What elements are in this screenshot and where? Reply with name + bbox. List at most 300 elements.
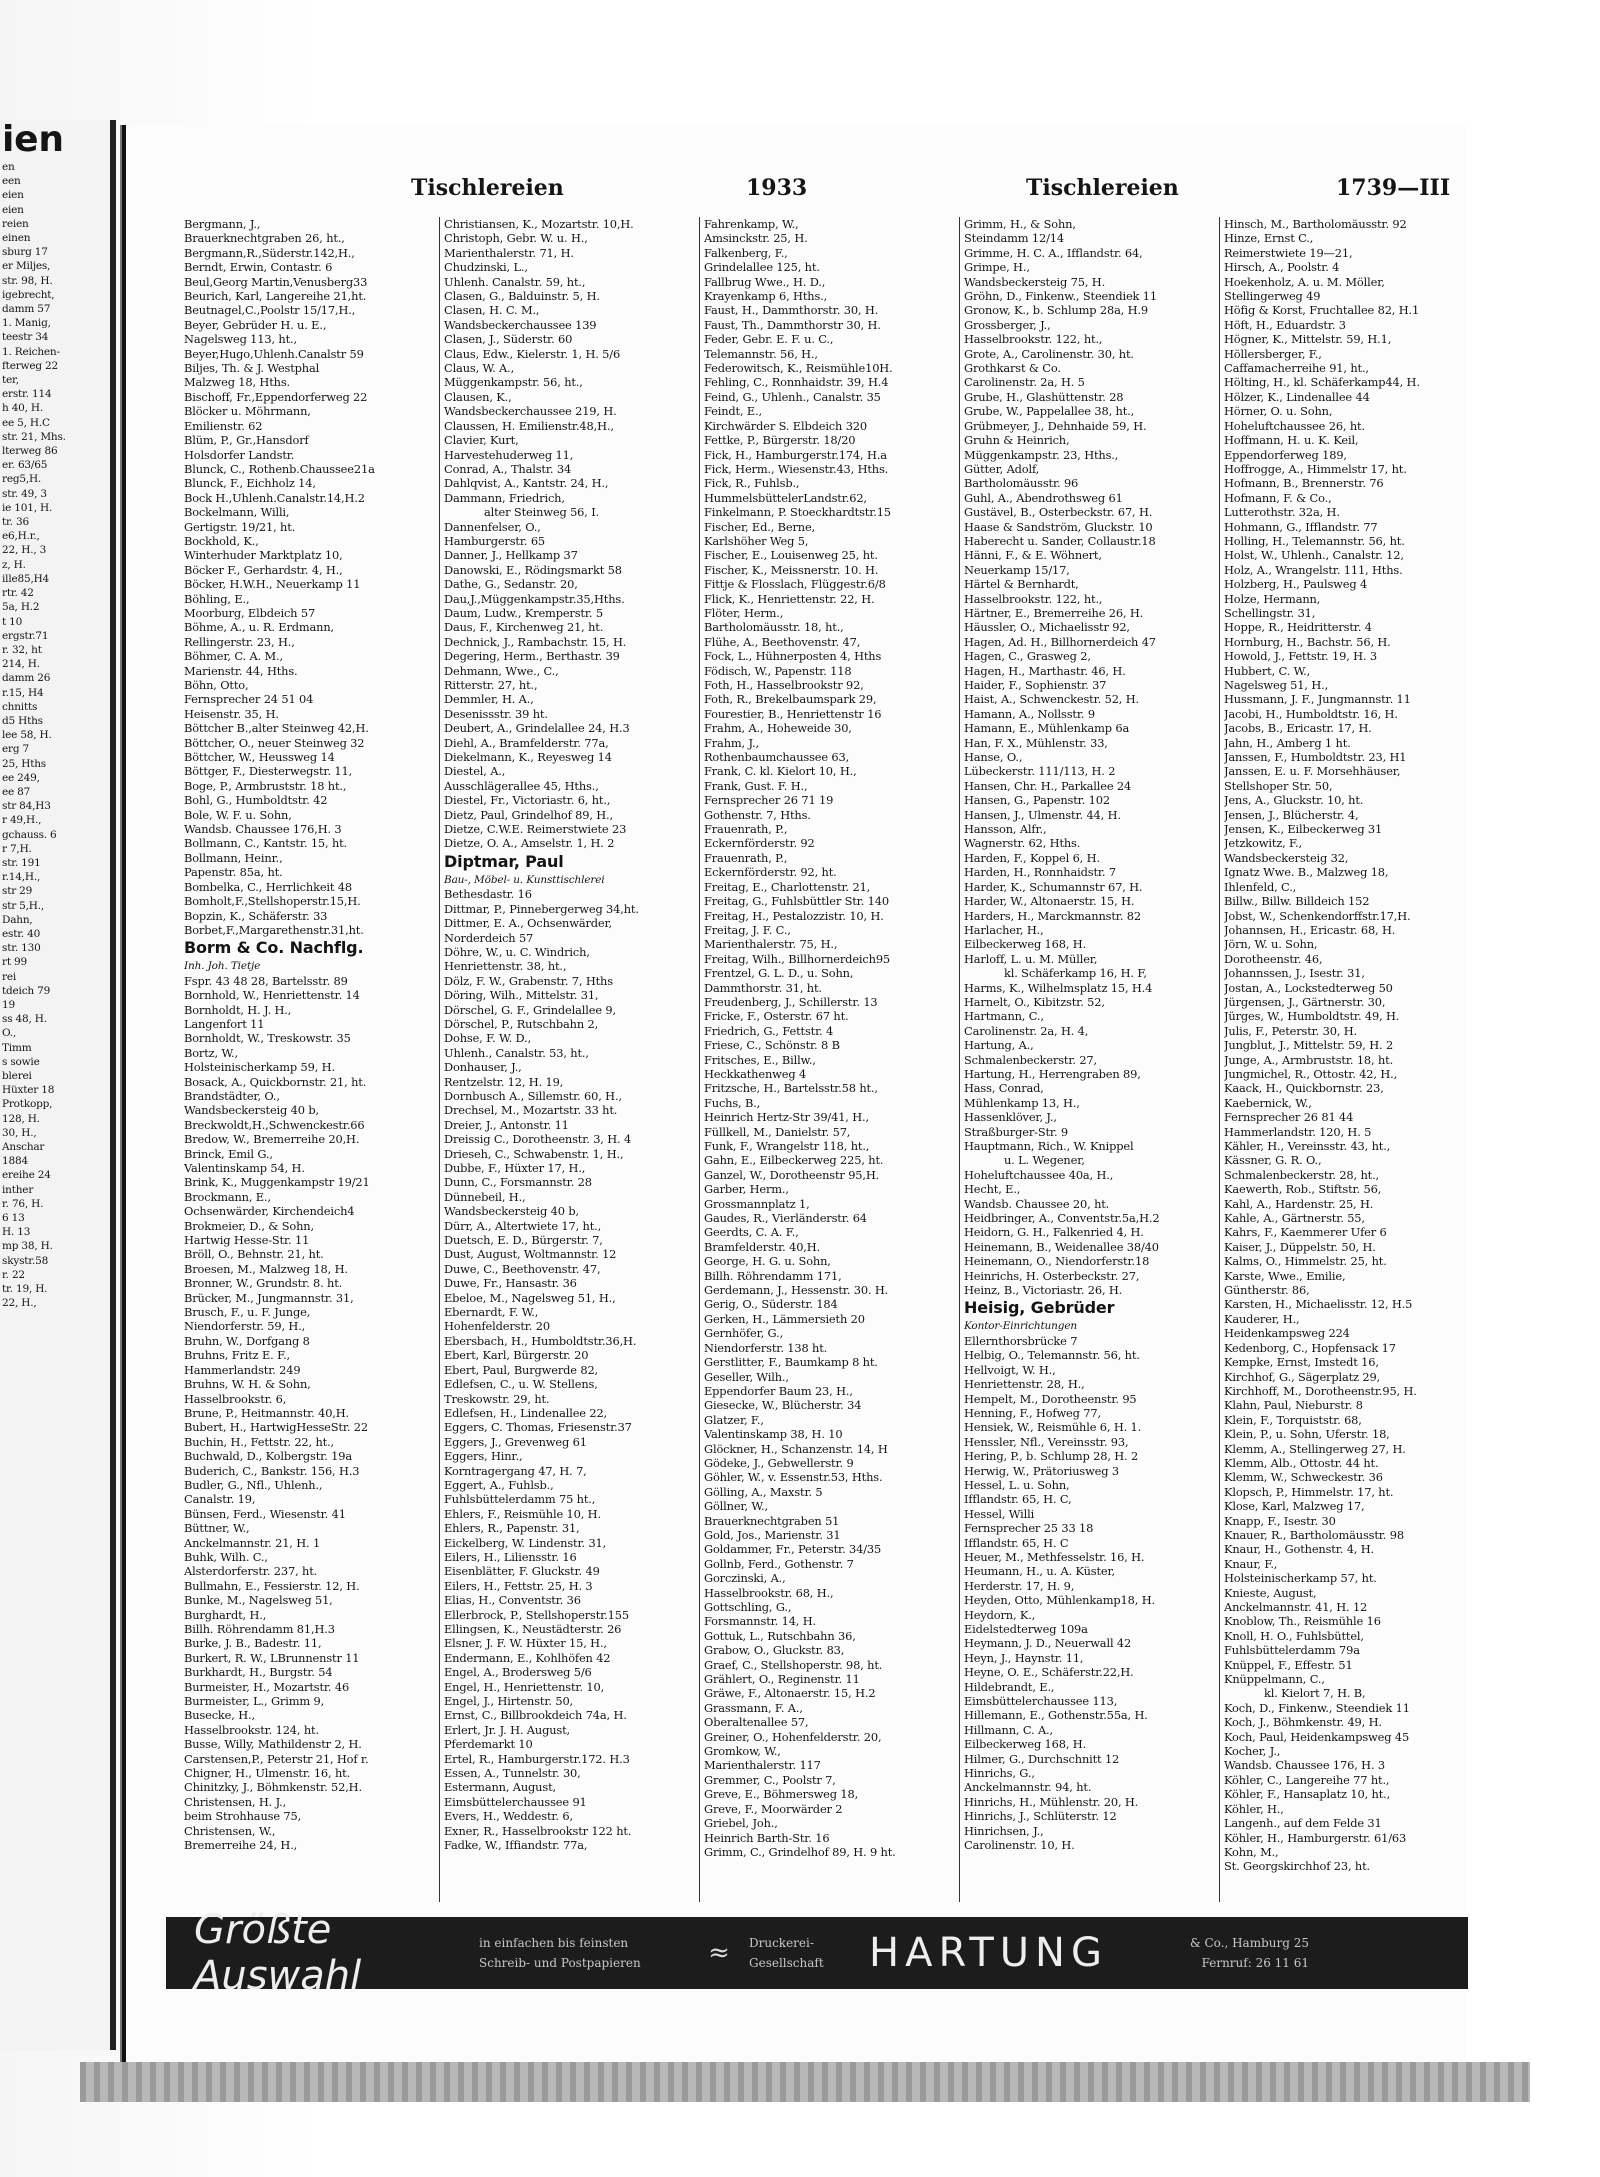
directory-entry: Högner, K., Mittelstr. 59, H.1, xyxy=(1224,332,1392,347)
directory-column xyxy=(700,217,960,1902)
directory-entry: Brink, K., Muggenkampstr 19/21 xyxy=(184,1175,370,1190)
directory-entry: Eggers, Hinr., xyxy=(444,1449,523,1464)
directory-entry: Jostan, A., Lockstedterweg 50 xyxy=(1224,980,1393,995)
directory-entry: Degering, Herm., Berthastr. 39 xyxy=(444,649,620,664)
ad-company-line: Druckerei- xyxy=(749,1936,814,1950)
directory-entry: Hammerlandstr. 249 xyxy=(184,1362,301,1377)
directory-entry: Berndt, Erwin, Contastr. 6 xyxy=(184,260,333,275)
left-fragment-line: sburg 17 xyxy=(2,246,48,259)
directory-entry: Johannsen, H., Ericastr. 68, H. xyxy=(1224,922,1396,937)
directory-entry: Diestel, Fr., Victoriastr. 6, ht., xyxy=(444,793,611,808)
directory-entry: Bergmann,R.,Süderstr.142,H., xyxy=(184,245,355,260)
left-fragment-line: str 29 xyxy=(2,885,33,898)
directory-entry: Bollmann, C., Kantstr. 15, ht. xyxy=(184,836,348,851)
left-fragment-line: ie 101, H. xyxy=(2,501,53,514)
directory-entry: Ausschlägerallee 45, Hths., xyxy=(444,778,599,793)
directory-entry: Kocher, J., xyxy=(1224,1744,1281,1759)
directory-entry: Feder, Gebr. E. F. u. C., xyxy=(704,332,834,347)
directory-entry: Billh. Röhrendamm 171, xyxy=(704,1268,842,1283)
left-fragment-line: skystr.58 xyxy=(2,1254,49,1267)
directory-entry: Hensiek, W., Reismühle 6, H. 1. xyxy=(964,1420,1142,1435)
directory-entry: Burghardt, H., xyxy=(184,1607,267,1622)
directory-entry: Geseller, Wilh., xyxy=(704,1369,789,1384)
directory-entry: Jungmichel, R., Ottostr. 42, H., xyxy=(1224,1066,1398,1081)
directory-entry: Jacobs, B., Ericastr. 17, H. xyxy=(1224,721,1372,736)
left-fragment-line: 1. Manig, xyxy=(2,317,51,330)
directory-entry: Freitag, J. F. C., xyxy=(704,922,791,937)
directory-entry: Bredow, W., Bremerreihe 20,H. xyxy=(184,1132,360,1147)
directory-entry: Bole, W. F. u. Sohn, xyxy=(184,807,292,822)
left-fragment-line: Anschar xyxy=(2,1141,45,1154)
directory-entry: Buchwald, D., Kolbergstr. 19a xyxy=(184,1449,352,1464)
directory-entry: Diekelmann, K., Reyesweg 14 xyxy=(444,750,612,765)
directory-entry: Fischer, Ed., Berne, xyxy=(704,519,816,534)
directory-entry: Wagnerstr. 62, Hths. xyxy=(964,836,1081,851)
directory-entry: Henriettenstr. 28, H., xyxy=(964,1377,1085,1392)
directory-entry: Hofmann, B., Brennerstr. 76 xyxy=(1224,476,1384,491)
directory-entry: Hansen, G., Papenstr. 102 xyxy=(964,793,1110,808)
directory-entry: Kalms, O., Himmelstr. 25, ht. xyxy=(1224,1254,1387,1269)
left-fragment-line: een xyxy=(2,175,21,188)
left-fragment-line: e6,H.r., xyxy=(2,530,40,543)
directory-entry: Hohmann, G., Ifflandstr. 77 xyxy=(1224,519,1378,534)
directory-column xyxy=(180,217,440,1902)
directory-entry: Eilers, H., Fettstr. 25, H. 3 xyxy=(444,1578,593,1593)
directory-entry: Fernsprecher 25 33 18 xyxy=(964,1521,1094,1536)
directory-entry: Freudenberg, J., Schillerstr. 13 xyxy=(704,994,878,1009)
directory-entry: Grabow, O., Gluckstr. 83, xyxy=(704,1643,845,1658)
directory-entry: Blunck, F., Eichholz 14, xyxy=(184,476,316,491)
directory-entry: Hamann, E., Mühlenkamp 6a xyxy=(964,721,1130,736)
directory-entry: Diptmar, Paul xyxy=(444,851,564,871)
left-fragment-line: lee 58, H. xyxy=(2,729,52,742)
directory-entry: Fallbrug Wwe., H. D., xyxy=(704,274,826,289)
left-fragment-line: ee 87 xyxy=(2,785,31,798)
directory-entry: HummelsbüttelerLandstr.62, xyxy=(704,490,867,505)
directory-entry: Caffamacherreihe 91, ht., xyxy=(1224,361,1369,376)
directory-entry: Heumann, H., u. A. Küster, xyxy=(964,1564,1116,1579)
directory-entry: Jensen, J., Blücherstr. 4, xyxy=(1224,807,1359,822)
directory-entry: Grimpe, H., xyxy=(964,260,1030,275)
left-fragment-line: tr. 19, H. xyxy=(2,1283,48,1296)
directory-entry: Donhauser, J., xyxy=(444,1060,522,1075)
directory-entry: Emilienstr. 62 xyxy=(184,418,263,433)
directory-entry: Koch, J., Böhmkenstr. 49, H. xyxy=(1224,1715,1382,1730)
directory-entry: Fahrenkamp, W., xyxy=(704,217,799,231)
directory-entry: Krayenkamp 6, Hths., xyxy=(704,289,828,304)
directory-entry: Carolinenstr. 10, H. xyxy=(964,1838,1075,1853)
directory-entry: Christoph, Gebr. W. u. H., xyxy=(444,231,588,246)
directory-entry: Fritsches, E., Billw., xyxy=(704,1052,816,1067)
directory-entry: Duwe, C., Beethovenstr. 47, xyxy=(444,1261,601,1276)
directory-entry: Gahn, E., Eilbeckerweg 225, ht. xyxy=(704,1153,884,1168)
directory-entry: Heyn, J., Haynstr. 11, xyxy=(964,1650,1084,1665)
directory-entry: Erlert, Jr. J. H. August, xyxy=(444,1722,570,1737)
directory-entry: Dreissig C., Dorotheenstr. 3, H. 4 xyxy=(444,1132,632,1147)
left-fragment-line: str. 130 xyxy=(2,942,41,955)
directory-entry: Fernsprecher 24 51 04 xyxy=(184,692,314,707)
directory-entry: Kahrs, F., Kaemmerer Ufer 6 xyxy=(1224,1225,1387,1240)
directory-entry: Friese, C., Schönstr. 8 B xyxy=(704,1038,840,1053)
directory-entry: Nagelsweg 113, ht., xyxy=(184,332,297,347)
directory-entry: Ebersbach, H., Humboldtstr.36,H. xyxy=(444,1333,637,1348)
directory-entry: Hoekenholz, A. u. M. Möller, xyxy=(1224,274,1385,289)
directory-entry: Grossmannplatz 1, xyxy=(704,1196,810,1211)
directory-entry: Eimsbüttelerchaussee 91 xyxy=(444,1794,587,1809)
directory-entry: Klopsch, P., Himmelstr. 17, ht. xyxy=(1224,1484,1394,1499)
directory-entry: Grählert, O., Reginenstr. 11 xyxy=(704,1672,860,1687)
directory-entry: Ifflandstr. 65, H. C xyxy=(964,1535,1069,1550)
directory-entry: Fettke, P., Bürgerstr. 18/20 xyxy=(704,433,856,448)
directory-entry: Busecke, H., xyxy=(184,1708,255,1723)
directory-entry: Böhmer, C. A. M., xyxy=(184,649,283,664)
directory-entry: Hasselbrookstr. 122, ht., xyxy=(964,332,1103,347)
directory-entry: Gräwe, F., Altonaerstr. 15, H.2 xyxy=(704,1686,876,1701)
directory-entry: Heisig, Gebrüder xyxy=(964,1298,1115,1318)
left-fragment-line: inther xyxy=(2,1183,34,1196)
directory-entry: Ertel, R., Hamburgerstr.172. H.3 xyxy=(444,1751,630,1766)
directory-entry: Stellshoper Str. 50, xyxy=(1224,778,1333,793)
directory-entry: Bockelmann, Willi, xyxy=(184,505,290,520)
directory-entry: Bortz, W., xyxy=(184,1045,238,1060)
directory-entry: Ebert, Karl, Bürgerstr. 20 xyxy=(444,1348,589,1363)
directory-entry: Glöckner, H., Schanzenstr. 14, H xyxy=(704,1441,888,1456)
directory-entry: Härtner, E., Bremerreihe 26, H. xyxy=(964,605,1144,620)
left-fragment-line: teestr 34 xyxy=(2,331,49,344)
directory-entry: Chigner, H., Ulmenstr. 16, ht. xyxy=(184,1766,351,1781)
directory-entry: Bornholdt, W., Treskowstr. 35 xyxy=(184,1031,351,1046)
directory-entry: Heyden, Otto, Mühlenkamp18, H. xyxy=(964,1593,1155,1608)
directory-entry: Klemm, Alb., Ottostr. 44 ht. xyxy=(1224,1455,1379,1470)
left-fragment-line: str. 49, 3 xyxy=(2,487,47,500)
directory-entry: beim Strohhause 75, xyxy=(184,1809,302,1824)
directory-entry: Fadke, W., Iffiandstr. 77a, xyxy=(444,1838,588,1853)
directory-entry: Eickelberg, W. Lindenstr. 31, xyxy=(444,1535,607,1550)
directory-entry: Diestel, A., xyxy=(444,764,506,779)
directory-entry: Köhler, C., Langereihe 77 ht., xyxy=(1224,1772,1390,1787)
directory-entry: Fick, H., Hamburgerstr.174, H.a xyxy=(704,447,887,462)
left-fragment-line: er. 63/65 xyxy=(2,459,48,472)
directory-entry: Höfig & Korst, Fruchtallee 82, H.1 xyxy=(1224,303,1420,318)
directory-entry: Hillemann, E., Gothenstr.55a, H. xyxy=(964,1708,1148,1723)
directory-entry: Fock, L., Hühnerposten 4, Hths xyxy=(704,649,882,664)
directory-column xyxy=(440,217,700,1902)
left-fragment-line: 19 xyxy=(2,998,15,1011)
directory-entry: Hagen, Ad. H., Billhornerdeich 47 xyxy=(964,634,1156,649)
directory-entry: Harder, K., Schumannstr 67, H. xyxy=(964,879,1143,894)
directory-entry: Biljes, Th. & J. Westphal xyxy=(184,361,320,376)
directory-entry: Eggers, C. Thomas, Friesenstr.37 xyxy=(444,1420,632,1435)
header-page-number: 1739—III xyxy=(1336,175,1451,201)
directory-entry: Gerken, H., Lämmersieth 20 xyxy=(704,1311,865,1326)
directory-entry: George, H. G. u. Sohn, xyxy=(704,1254,831,1269)
directory-entry: Brokmeier, D., & Sohn, xyxy=(184,1218,314,1233)
left-fragment-line: ter, xyxy=(2,374,19,387)
directory-entry: Ebeloe, M., Nagelsweg 51, H., xyxy=(444,1290,616,1305)
directory-entry: Dietz, Paul, Grindelhof 89, H., xyxy=(444,807,613,822)
directory-entry: Harden, F., Koppel 6, H. xyxy=(964,850,1100,865)
scan-bottom-strip xyxy=(80,2062,1530,2102)
left-fragment-line: rei xyxy=(2,970,16,983)
directory-entry: Billw., Billw. Billdeich 152 xyxy=(1224,894,1370,909)
directory-entry: Hessel, L. u. Sohn, xyxy=(964,1477,1070,1492)
directory-entry: Kähler, H., Vereinsstr. 43, ht., xyxy=(1224,1139,1391,1153)
directory-entry: Hoffmann, H. u. K. Keil, xyxy=(1224,433,1359,448)
directory-entry: Heidorn, G. H., Falkenried 4, H. xyxy=(964,1225,1144,1240)
directory-entry: Grimme, H. C. A., Ifflandstr. 64, xyxy=(964,245,1143,260)
directory-entry: Kaebernick, W., xyxy=(1224,1095,1312,1110)
directory-entry: Papenstr. 85a, ht. xyxy=(184,865,283,880)
directory-entry: Feind, G., Uhlenh., Canalstr. 35 xyxy=(704,389,881,404)
directory-entry: Rellingerstr. 23, H., xyxy=(184,634,295,649)
directory-entry: Evers, H., Weddestr. 6, xyxy=(444,1809,573,1824)
directory-entry: Hornburg, H., Bachstr. 56, H. xyxy=(1224,634,1391,649)
left-fragment-line: str 5,H., xyxy=(2,899,45,912)
directory-entry: Grimm, H., & Sohn, xyxy=(964,217,1076,231)
directory-entry: Bergmann, J., xyxy=(184,217,261,231)
directory-entry: Duwe, Fr., Hansastr. 36 xyxy=(444,1276,577,1291)
directory-entry: Giesecke, W., Blücherstr. 34 xyxy=(704,1398,862,1413)
directory-entry: Pferdemarkt 10 xyxy=(444,1737,533,1752)
directory-entry: Forsmannstr. 14, H. xyxy=(704,1614,816,1629)
directory-entry: Dörschel, P., Rutschbahn 2, xyxy=(444,1016,599,1031)
directory-entry: Gertigstr. 19/21, ht. xyxy=(184,519,296,534)
left-fragment-line: rtr. 42 xyxy=(2,587,34,600)
directory-entry: Döhre, W., u. C. Windrich, xyxy=(444,944,590,959)
page-header xyxy=(126,175,1466,205)
directory-entry: Heymann, J. D., Neuerwall 42 xyxy=(964,1636,1132,1651)
directory-entry: Hinze, Ernst C., xyxy=(1224,231,1314,246)
left-page-fragments xyxy=(0,120,110,1310)
left-fragment-line: ss 48, H. xyxy=(2,1013,47,1026)
directory-entry: Bombelka, C., Herrlichkeit 48 xyxy=(184,879,353,894)
directory-entry: Hessel, Willi xyxy=(964,1506,1035,1521)
directory-entry: Moorburg, Elbdeich 57 xyxy=(184,605,316,620)
directory-entry: Desenissstr. 39 ht. xyxy=(444,706,548,721)
directory-entry: Hering, P., b. Schlump 28, H. 2 xyxy=(964,1449,1139,1464)
directory-entry: Wandsb. Chaussee 20, ht. xyxy=(964,1196,1110,1211)
directory-entry: Rentzelstr. 12, H. 19, xyxy=(444,1074,564,1089)
directory-entry: Anckelmannstr. 41, H. 12 xyxy=(1224,1600,1368,1614)
directory-entry: Fernsprecher 26 71 19 xyxy=(704,793,834,808)
directory-entry: Foth, H., Hasselbrookstr 92, xyxy=(704,678,864,692)
directory-entry: Hölting, H., kl. Schäferkamp44, H. xyxy=(1224,375,1420,390)
directory-entry: Freitag, E., Charlottenstr. 21, xyxy=(704,879,871,894)
directory-entry: Lübeckerstr. 111/113, H. 2 xyxy=(964,764,1116,779)
directory-entry: Fuchs, B., xyxy=(704,1095,761,1110)
directory-entry: Janssen, E. u. F. Morsehhäuser, xyxy=(1224,764,1401,779)
directory-entry: Müggenkampstr. 56, ht., xyxy=(444,375,583,390)
directory-entry: Dechnick, J., Rambachstr. 15, H. xyxy=(444,634,627,649)
directory-page xyxy=(122,125,1466,2085)
directory-entry: Klose, Karl, Malzweg 17, xyxy=(1224,1499,1365,1514)
directory-entry: Eppendorferweg 189, xyxy=(1224,447,1347,462)
directory-entry: Grimm, C., Grindelhof 89, H. 9 ht. xyxy=(704,1844,896,1859)
directory-entry: Frank, C. kl. Kielort 10, H., xyxy=(704,764,857,779)
directory-entry: Hoffrogge, A., Himmelstr 17, ht. xyxy=(1224,461,1407,476)
directory-entry: Dittmar, P., Pinnebergerweg 34,ht. xyxy=(444,901,639,916)
directory-entry: Dürr, A., Altertwiete 17, ht., xyxy=(444,1218,602,1233)
directory-entry: Ritterstr. 27, ht., xyxy=(444,678,538,692)
directory-entry: Fehling, C., Ronnhaidstr. 39, H.4 xyxy=(704,375,889,390)
left-fragment-line: r 7,H. xyxy=(2,842,32,855)
directory-entry: Brandstädter, O., xyxy=(184,1088,280,1103)
directory-entry: Knoblow, Th., Reismühle 16 xyxy=(1224,1614,1381,1629)
ad-company-line: Gesellschaft xyxy=(749,1956,824,1970)
directory-entry: Hilmer, G., Durchschnitt 12 xyxy=(964,1751,1120,1766)
directory-entry: Frentzel, G. L. D., u. Sohn, xyxy=(704,966,854,981)
directory-entry: Wandsbeckerchaussee 219, H. xyxy=(444,404,617,419)
directory-entry: Böhme, A., u. R. Erdmann, xyxy=(184,620,335,635)
directory-entry: Grübmeyer, J., Dehnhaide 59, H. xyxy=(964,418,1147,433)
directory-entry: Brücker, M., Jungmannstr. 31, xyxy=(184,1290,354,1305)
directory-entry: Holsteinischerkamp 57, ht. xyxy=(1224,1571,1377,1586)
directory-entry: Daus, F., Kirchenweg 21, ht. xyxy=(444,620,604,635)
directory-entry: Jungblut, J., Mittelstr. 59, H. 2 xyxy=(1224,1038,1394,1053)
directory-entry: Heinrich Hertz-Str 39/41, H., xyxy=(704,1110,869,1125)
left-fragment-line: 214, H. xyxy=(2,658,40,671)
left-fragment-line: 1884 xyxy=(2,1155,28,1168)
directory-entry: Grube, W., Pappelallee 38, ht., xyxy=(964,404,1135,419)
directory-entry: Heydorn, K., xyxy=(964,1607,1036,1622)
directory-entry: Böttcher, W., Heussweg 14 xyxy=(184,750,335,765)
directory-columns xyxy=(180,217,1480,1902)
directory-entry: u. L. Wegener, xyxy=(1004,1153,1085,1168)
directory-entry: Harlacher, H., xyxy=(964,922,1044,937)
left-fragment-line: ee 249, xyxy=(2,771,40,784)
directory-entry: Bischoff, Fr.,Eppendorferweg 22 xyxy=(184,389,368,404)
directory-entry: Dammann, Friedrich, xyxy=(444,490,565,505)
directory-entry: Chudzinski, L., xyxy=(444,260,528,275)
directory-entry: Dohse, F. W. D., xyxy=(444,1031,532,1046)
directory-entry: Bosack, A., Quickbornstr. 21, ht. xyxy=(184,1074,367,1089)
directory-entry: Dorotheenstr. 46, xyxy=(1224,951,1323,966)
directory-entry: kl. Kielort 7, H. B, xyxy=(1264,1686,1366,1701)
directory-entry: Kaewerth, Rob., Stiftstr. 56, xyxy=(1224,1182,1382,1197)
directory-entry: Hussmann, J. F., Jungmannstr. 11 xyxy=(1224,692,1411,707)
advertisement-banner xyxy=(166,1907,1468,1999)
directory-entry: Hofmann, F. & Co., xyxy=(1224,490,1332,505)
directory-entry: Eckernförderstr. 92, ht. xyxy=(704,865,837,880)
directory-entry: Korntragergang 47, H. 7, xyxy=(444,1463,587,1478)
ad-subtext-line: Schreib- und Postpapieren xyxy=(479,1956,641,1970)
directory-entry: Deubert, A., Grindelallee 24, H.3 xyxy=(444,721,630,736)
directory-entry: Böttcher, O., neuer Steinweg 32 xyxy=(184,735,365,750)
left-fragment-line: h 40, H. xyxy=(2,402,44,415)
directory-entry: Marienthalerstr. 71, H. xyxy=(444,245,574,260)
directory-entry: Engel, H., Henriettenstr. 10, xyxy=(444,1679,605,1694)
directory-entry: Jahn, H., Amberg 1 ht. xyxy=(1224,735,1351,750)
directory-entry: Jensen, K., Eilbeckerweg 31 xyxy=(1224,822,1383,837)
directory-entry: Harder, W., Altonaerstr. 15, H. xyxy=(964,894,1135,909)
directory-entry: Broesen, M., Malzweg 18, H. xyxy=(184,1261,348,1276)
directory-entry: Boge, P., Armbruststr. 18 ht., xyxy=(184,778,347,793)
directory-entry: Höllersberger, F., xyxy=(1224,346,1322,361)
directory-entry: Gothenstr. 7, Hths. xyxy=(704,807,811,822)
directory-entry: Eppendorfer Baum 23, H., xyxy=(704,1383,853,1398)
directory-entry: Heyne, O. E., Schäferstr.22,H. xyxy=(964,1665,1134,1680)
directory-entry: Borm & Co. Nachflg. xyxy=(184,938,364,958)
directory-entry: Bollmann, Heinr., xyxy=(184,850,283,865)
directory-entry: Grindelallee 125, ht. xyxy=(704,260,820,275)
ad-company-type xyxy=(749,1933,869,1973)
directory-entry: Clasen, H. C. M., xyxy=(444,303,540,318)
ad-subtext-line: in einfachen bis feinsten xyxy=(479,1936,629,1950)
directory-entry: Jürgensen, J., Gärtnerstr. 30, xyxy=(1224,994,1386,1009)
directory-entry: Gorczinski, A., xyxy=(704,1571,786,1586)
directory-entry: Hellvoigt, W. H., xyxy=(964,1362,1056,1377)
directory-entry: Kohn, M., xyxy=(1224,1844,1279,1859)
directory-entry: Buchin, H., Fettstr. 22, ht., xyxy=(184,1434,335,1449)
directory-entry: Bartholomäusstr. 18, ht., xyxy=(704,620,844,635)
left-fragment-line: fterweg 22 xyxy=(2,359,58,372)
directory-entry: Heinemann, O., Niendorferstr.18 xyxy=(964,1254,1150,1269)
left-fragment-line: estr. 40 xyxy=(2,927,41,940)
directory-entry: Burke, J. B., Badestr. 11, xyxy=(184,1636,322,1651)
directory-entry: Hohenfelderstr. 20 xyxy=(444,1319,550,1334)
directory-entry: Bornhold, W., Henriettenstr. 14 xyxy=(184,988,360,1003)
directory-entry: Marienstr. 44, Hths. xyxy=(184,663,298,678)
directory-entry: Beurich, Karl, Langereihe 21,ht. xyxy=(184,289,367,304)
directory-entry: Carstensen,P., Peterstr 21, Hof r. xyxy=(184,1751,369,1766)
directory-entry: Gröhn, D., Finkenw., Steendiek 11 xyxy=(964,289,1157,304)
directory-entry: Faust, Th., Dammthorstr 30, H. xyxy=(704,317,881,332)
directory-entry: Daum, Ludw., Kremperstr. 5 xyxy=(444,605,603,620)
directory-entry: Klahn, Paul, Nieburstr. 8 xyxy=(1224,1398,1363,1413)
directory-entry: Jens, A., Gluckstr. 10, ht. xyxy=(1224,793,1364,808)
directory-entry: Dietze, O. A., Amselstr. 1, H. 2 xyxy=(444,836,615,851)
directory-entry: Johannssen, J., Isestr. 31, xyxy=(1224,966,1365,981)
left-fragment-line: Timm xyxy=(2,1041,32,1054)
left-page-edge xyxy=(0,120,116,2050)
directory-entry: Winterhuder Marktplatz 10, xyxy=(184,548,343,563)
directory-entry: Flühe, A., Beethovenstr. 47, xyxy=(704,634,861,649)
directory-entry: Heuer, M., Methfesselstr. 16, H. xyxy=(964,1549,1145,1564)
left-fragment-line: str. 98, H. xyxy=(2,274,53,287)
directory-entry: Diehl, A., Bramfelderstr. 77a, xyxy=(444,735,609,750)
directory-entry: Bornholdt, H. J. H., xyxy=(184,1002,292,1017)
directory-entry: Kirchhoff, M., Dorotheenstr.95, H. xyxy=(1224,1383,1417,1398)
directory-entry: Koch, Paul, Heidenkampsweg 45 xyxy=(1224,1729,1410,1744)
directory-entry: Fourestier, B., Henriettenstr 16 xyxy=(704,706,882,721)
left-fragment-line: gchauss. 6 xyxy=(2,828,57,841)
directory-entry: Telemannstr. 56, H., xyxy=(704,346,818,361)
directory-entry: Gollnb, Ferd., Gothenstr. 7 xyxy=(704,1556,854,1571)
directory-entry: Hempelt, M., Dorotheenstr. 95 xyxy=(964,1391,1137,1406)
left-fragment-line: einen xyxy=(2,232,31,245)
directory-entry: Ifflandstr. 65, H. C, xyxy=(964,1492,1072,1507)
directory-entry: Bullmahn, E., Fessierstr. 12, H. xyxy=(184,1578,360,1593)
directory-entry: Frauenrath, P., xyxy=(704,850,788,865)
directory-entry: Rothenbaumchaussee 63, xyxy=(704,750,850,765)
left-fragment-line: igebrecht, xyxy=(2,288,55,301)
left-fragment-line: blerei xyxy=(2,1070,32,1082)
directory-entry: Neuerkamp 15/17, xyxy=(964,562,1070,577)
directory-entry: Böcker F., Gerhardstr. 4, H., xyxy=(184,562,343,577)
directory-entry: Eilers, H., Liliensstr. 16 xyxy=(444,1549,577,1564)
directory-entry: Härtel & Bernhardt, xyxy=(964,577,1079,592)
directory-entry: Demmler, H. A., xyxy=(444,692,534,707)
directory-entry: Bomholt,F.,Stellshoperstr.15,H. xyxy=(184,894,361,909)
directory-column xyxy=(1220,217,1480,1902)
directory-entry: Harloff, L. u. M. Müller, xyxy=(964,951,1098,966)
ad-brand-name: HARTUNG xyxy=(869,1930,1108,1976)
directory-entry: Müggenkampstr. 23, Hths., xyxy=(964,447,1119,462)
directory-entry: Hauptmann, Rich., W. Knippel xyxy=(964,1139,1134,1153)
directory-entry: Fspr. 43 48 28, Bartelsstr. 89 xyxy=(184,973,348,988)
directory-entry: Ihlenfeld, C., xyxy=(1224,879,1297,894)
directory-entry: Bartholomäusstr. 96 xyxy=(964,476,1079,491)
